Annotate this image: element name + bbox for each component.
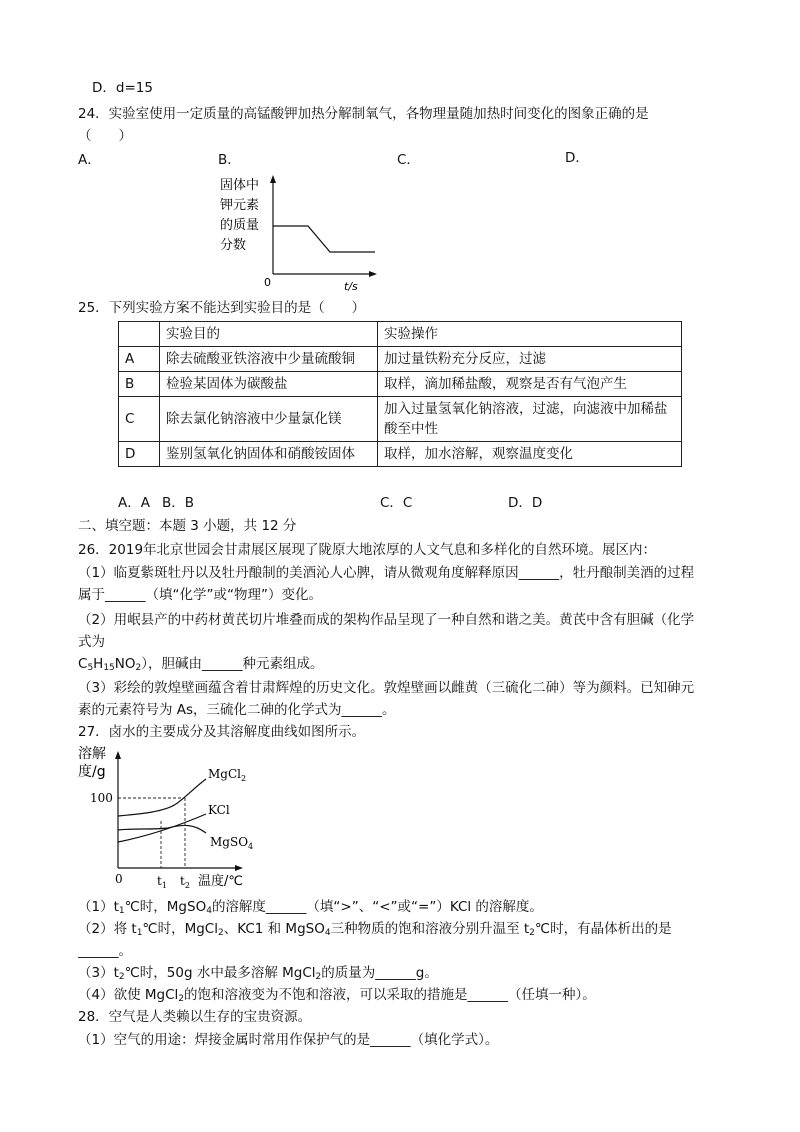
table-row (119, 442, 682, 467)
chart-ylabel-2: 度/g (78, 764, 106, 780)
q27-part2-line1: （2）将 $t_1℃$时，MgCl$_2$、KC1 和 MgSO$_4$三种物质的饱和溶液分别升温至 $t_2℃$时，有晶体析出的是 (78, 921, 672, 938)
q25-option-b: B．B (162, 495, 195, 511)
table-cell: 鉴别氢氧化钠固体和硝酸铵固体 (160, 442, 378, 467)
table-cell: D (119, 442, 160, 467)
q26-part1-line1: （1）临夏紫斑牡丹以及牡丹酿制的美酒沁人心脾，请从微观角度解释原因______，牡丹酿制美酒的过程 (78, 565, 695, 581)
chart-xlabel: 温度/℃ (198, 874, 243, 889)
label-mgcl2: MgCl$_2$ (208, 767, 247, 783)
q24-option-d: D． (565, 150, 589, 166)
table-cell: 除去硫酸亚铁溶液中少量硫酸铜 (160, 347, 378, 372)
table-cell: C (119, 397, 160, 442)
table-cell: B (119, 372, 160, 397)
label-kcl: KCl (208, 803, 230, 817)
q26-part1-line2: 属于______（填“化学”或“物理”）变化。 (78, 587, 322, 603)
q26-part2-tail: ），胆碱由______种元素组成。 (141, 656, 324, 672)
graph-b-curve (273, 226, 375, 252)
graph-b-y-arrow (270, 175, 276, 183)
q27-solubility-chart (78, 742, 268, 892)
table-cell: 实验操作 (378, 322, 682, 347)
graph-b-ylabel-2: 钾元素 (220, 198, 260, 213)
q26-part3-line1: （3）彩绘的敦煌壁画蕴含着甘肃辉煌的历史文化。敦煌壁画以雌黄（三硫化二砷）等为颜料。已知砷元 (78, 680, 695, 696)
q24-blank: （ ） (78, 128, 132, 144)
q26-part2-line2: 式为 (78, 634, 105, 650)
formula-subscript: 2 (135, 663, 142, 673)
q27-part2-line2: ______。 (78, 943, 132, 959)
table-cell: 取样，滴加稀盐酸，观察是否有气泡产生 (378, 372, 682, 397)
q27-part1: $(1)t_1℃$时，MgSO$_4$的溶解度______（填“>”、“<”或“=”）KCl 的溶解度。 (78, 899, 543, 916)
q26-part2-line3 (78, 654, 324, 674)
q26-stem: 26．2019年北京世园会甘肃展区展现了陇原大地浓厚的人文气息和多样化的自然环境。展区内： (78, 542, 657, 558)
table-cell: 取样，加水溶解，观察温度变化 (378, 442, 682, 467)
graph-b-xlabel: t/s (344, 280, 358, 293)
table-cell: 实验目的 (160, 322, 378, 347)
formula-part: C (78, 656, 88, 672)
label-mgso4: MgSO$_4$ (210, 835, 254, 851)
q25-option-d: D．D (508, 495, 543, 511)
curve-mgcl2 (118, 779, 206, 816)
q26-part3-line2: 素的元素符号为 As，三硫化二砷的化学式为______。 (78, 702, 396, 718)
formula-subscript: 5 (87, 663, 94, 673)
q25-stem: 25．下列实验方案不能达到实验目的是（ ） (78, 300, 366, 316)
graph-b-ylabel-1: 固体中 (220, 178, 260, 193)
q25-table (118, 321, 682, 467)
chart-ylabel-1: 溶解 (78, 746, 106, 762)
q25-option-c: C．C (380, 495, 413, 511)
table-cell (119, 322, 160, 347)
q27-stem: 27．卤水的主要成分及其溶解度曲线如图所示。 (78, 724, 366, 740)
chart-origin: 0 (115, 872, 123, 886)
table-cell: 除去氯化钠溶液中少量氯化镁 (160, 397, 378, 442)
chart-tick-t1: $t_1$ (157, 874, 167, 890)
q28-part1: （1）空气的用途：焊接金属时常用作保护气的是______（填化学式）。 (78, 1032, 499, 1048)
q27-part4: （4）欲使 MgCl$_2$的饱和溶液变为不饱和溶液，可以采取的措施是______（任填一种）。 (78, 987, 596, 1004)
table-cell: 加入过量氢氧化钠溶液，过滤，向滤液中加稀盐酸至中性 (378, 397, 682, 442)
q25-option-a: A．A (118, 495, 150, 511)
table-row (119, 347, 682, 372)
table-cell: 检验某固体为碳酸盐 (160, 372, 378, 397)
q24-option-b: B． (218, 152, 241, 168)
formula-part: NO (114, 656, 136, 672)
q24-graph-b (220, 172, 390, 294)
curve-mgso4 (118, 825, 206, 833)
graph-b-origin: 0 (264, 276, 271, 289)
graph-b-ylabel-4: 分数 (220, 238, 247, 253)
chart-tick-t2: $t_2$ (180, 874, 190, 890)
section-heading: 二、填空题：本题 3 小题，共 12 分 (78, 518, 297, 534)
q26-part2-line1: （2）用岷县产的中药材黄芪切片堆叠而成的架构作品呈现了一种自然和谐之美。黄芪中含有胆碱（化学 (78, 612, 695, 628)
table-row (119, 372, 682, 397)
q24-option-a: A． (78, 152, 101, 168)
table-cell: 加过量铁粉充分反应，过滤 (378, 347, 682, 372)
table-cell: A (119, 347, 160, 372)
q24-option-c: C． (397, 152, 420, 168)
chart-x-arrow (235, 865, 243, 871)
formula-subscript: 15 (103, 663, 115, 673)
graph-b-ylabel-3: 的质量 (220, 218, 260, 233)
q28-stem: 28．空气是人类赖以生存的宝贵资源。 (78, 1009, 312, 1025)
q23-option-d: D．d=15 (92, 80, 153, 96)
graph-b-x-arrow (369, 271, 377, 277)
q24-stem: 24．实验室使用一定质量的高锰酸钾加热分解制氧气，各物理量随加热时间变化的图象正确的是 (78, 106, 649, 122)
table-header-row (119, 322, 682, 347)
formula-part: H (93, 656, 104, 672)
table-row (119, 397, 682, 442)
q27-part3: $(3)t_2℃$时，50g 水中最多溶解 MgCl$_2$的质量为______g。 (78, 965, 438, 982)
chart-tick-100: 100 (90, 791, 113, 805)
chart-y-arrow (115, 751, 121, 759)
